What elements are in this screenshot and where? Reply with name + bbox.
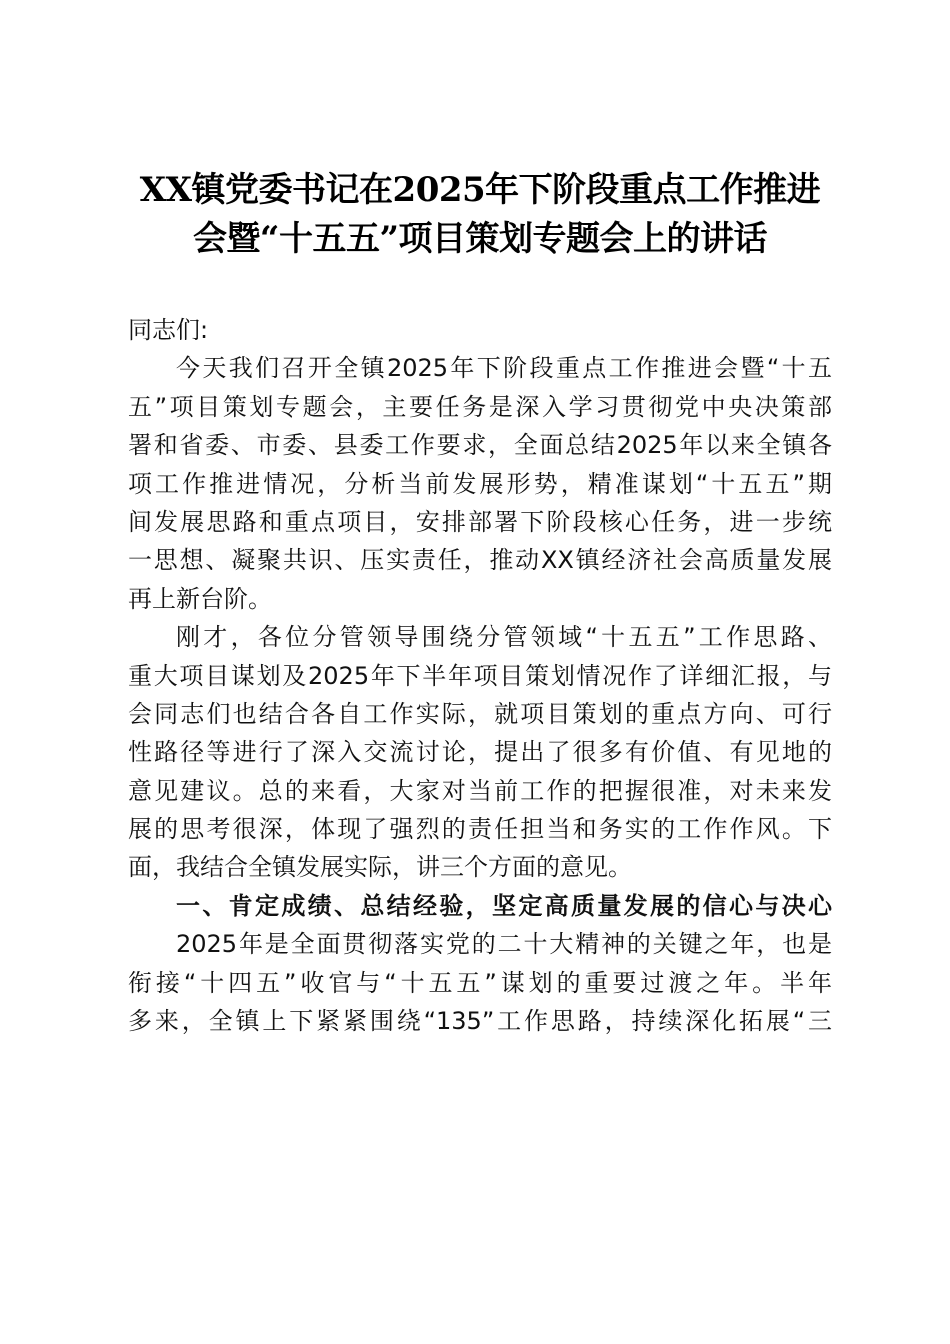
salutation: 同志们: xyxy=(128,316,209,344)
paragraph-line: 项工作推进情况，分析当前发展形势，精准谋划“十五五”期 xyxy=(128,469,832,498)
paragraph-line: 2025年是全面贯彻落实党的二十大精神的关键之年，也是 xyxy=(176,930,832,959)
title-line-2: 会暨“十五五”项目策划专题会上的讲话 xyxy=(192,219,768,259)
section-heading-1: 一、肯定成绩、总结经验，坚定高质量发展的信心与决心 xyxy=(176,891,832,920)
paragraph-line: 性路径等进行了深入交流讨论，提出了很多有价值、有见地的 xyxy=(128,738,832,767)
document-title xyxy=(100,166,860,264)
paragraph-line: 再上新台阶。 xyxy=(128,584,272,613)
paragraph-opening xyxy=(128,349,832,618)
document-body xyxy=(128,311,832,1040)
paragraph-section-1 xyxy=(128,925,832,1040)
paragraph-line: 重大项目谋划及2025年下半年项目策划情况作了详细汇报，与 xyxy=(128,661,832,690)
paragraph-line: 署和省委、市委、县委工作要求，全面总结2025年以来全镇各 xyxy=(128,431,832,460)
paragraph-line: 今天我们召开全镇2025年下阶段重点工作推进会暨“十五 xyxy=(176,354,832,383)
paragraph-line: 五”项目策划专题会，主要任务是深入学习贯彻党中央决策部 xyxy=(128,392,832,421)
title-line-1: XX镇党委书记在2025年下阶段重点工作推进 xyxy=(139,170,821,210)
paragraph-line: 面，我结合全镇发展实际，讲三个方面的意见。 xyxy=(128,853,632,882)
paragraph-reports xyxy=(128,618,832,887)
paragraph-line: 多来，全镇上下紧紧围绕“135”工作思路，持续深化拓展“三 xyxy=(128,1007,832,1036)
paragraph-line: 意见建议。总的来看，大家对当前工作的把握很准，对未来发 xyxy=(128,776,832,805)
paragraph-line: 刚才，各位分管领导围绕分管领域“十五五”工作思路、 xyxy=(176,623,832,652)
paragraph-line: 衔接“十四五”收官与“十五五”谋划的重要过渡之年。半年 xyxy=(128,968,832,997)
paragraph-line: 一思想、凝聚共识、压实责任，推动XX镇经济社会高质量发展 xyxy=(128,546,832,575)
paragraph-line: 展的思考很深，体现了强烈的责任担当和务实的工作作风。下 xyxy=(128,815,832,844)
paragraph-line: 会同志们也结合各自工作实际，就项目策划的重点方向、可行 xyxy=(128,699,832,728)
paragraph-line: 间发展思路和重点项目，安排部署下阶段核心任务，进一步统 xyxy=(128,507,832,536)
